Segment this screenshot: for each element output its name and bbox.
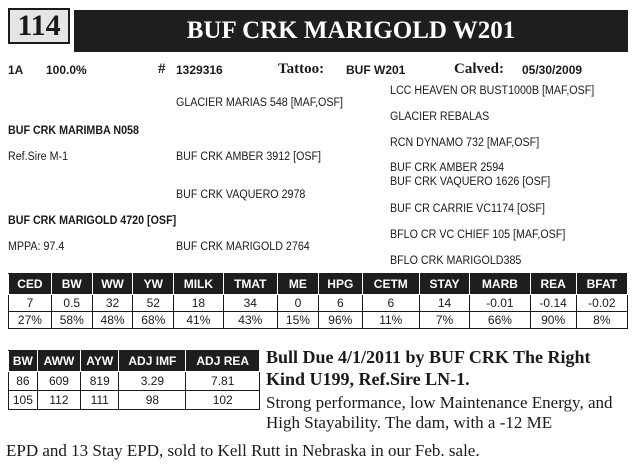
- pedigree-dsd: BUF CR CARRIE VC1174 [OSF]: [390, 203, 545, 215]
- pedigree-dds: BFLO CR VC CHIEF 105 [MAF,OSF]: [390, 229, 566, 241]
- carcass-value: 819: [81, 372, 119, 391]
- carcass-value: 7.81: [186, 372, 260, 391]
- animal-name-title: BUF CRK MARIGOLD W201: [74, 10, 628, 52]
- carcass-value: 86: [9, 372, 38, 391]
- registration-label: #: [158, 61, 166, 77]
- epd-header: CED: [9, 274, 52, 295]
- epd-header: MILK: [174, 274, 223, 295]
- carcass-header: ADJ IMF: [119, 351, 186, 372]
- pedigree-sire-note: Ref.Sire M-1: [8, 151, 69, 163]
- epd-header: BFAT: [576, 274, 627, 295]
- carcass-header: BW: [9, 351, 38, 372]
- epd-header: BW: [51, 274, 92, 295]
- epd-accuracy: 27%: [9, 312, 52, 329]
- epd-header: MARB: [470, 274, 530, 295]
- epd-accuracy: 15%: [278, 312, 319, 329]
- pedigree-dd: BUF CRK MARIGOLD 2764: [176, 241, 310, 253]
- carcass-header: AWW: [37, 351, 80, 372]
- calved-date: 05/30/2009: [522, 63, 583, 77]
- epd-header: ME: [278, 274, 319, 295]
- epd-value: 7: [9, 295, 52, 312]
- epd-value: 0.5: [51, 295, 92, 312]
- epd-value: 32: [92, 295, 133, 312]
- epd-value: 0: [278, 295, 319, 312]
- carcass-ratio: 102: [186, 391, 260, 410]
- epd-header: CETM: [362, 274, 419, 295]
- registration-number: 1329316: [176, 63, 223, 77]
- epd-accuracy: 7%: [419, 312, 470, 329]
- pedigree-ss: GLACIER MARIAS 548 [MAF,OSF]: [176, 97, 344, 109]
- epd-header-row: [9, 274, 628, 295]
- description-tail: EPD and 13 Stay EPD, sold to Kell Rutt in Nebraska in our Feb. sale.: [6, 441, 480, 460]
- percent-value: 100.0%: [46, 63, 87, 77]
- epd-value: -0.14: [530, 295, 576, 312]
- carcass-table: [8, 350, 260, 410]
- carcass-header: AYW: [81, 351, 119, 372]
- epd-value: 6: [318, 295, 362, 312]
- epd-value: 14: [419, 295, 470, 312]
- carcass-ratio: 105: [9, 391, 38, 410]
- calved-label: Calved:: [454, 61, 504, 77]
- epd-header: HPG: [318, 274, 362, 295]
- carcass-header-row: [9, 351, 260, 372]
- lot-number: 114: [8, 8, 70, 44]
- epd-accuracy: 41%: [174, 312, 223, 329]
- tattoo-label: Tattoo:: [278, 61, 325, 77]
- epd-header: WW: [92, 274, 133, 295]
- pedigree-sire: BUF CRK MARIMBA N058: [8, 125, 139, 137]
- pedigree-ddd: BFLO CRK MARIGOLD385: [390, 255, 522, 267]
- carcass-ratio: 98: [119, 391, 186, 410]
- epd-accuracy: 66%: [470, 312, 530, 329]
- carcass-ratio-row: [9, 391, 260, 410]
- epd-accuracy: 48%: [92, 312, 133, 329]
- epd-values-row: [9, 295, 628, 312]
- epd-accuracy: 43%: [223, 312, 277, 329]
- pedigree-sds: RCN DYNAMO 732 [MAF,OSF]: [390, 137, 540, 149]
- epd-accuracy: 11%: [362, 312, 419, 329]
- epd-header: STAY: [419, 274, 470, 295]
- epd-value: 34: [223, 295, 277, 312]
- epd-header: REA: [530, 274, 576, 295]
- epd-value: -0.02: [576, 295, 627, 312]
- carcass-ratio: 111: [81, 391, 119, 410]
- pedigree-sss: LCC HEAVEN OR BUST1000B [MAF,OSF]: [390, 85, 595, 97]
- pedigree-ds: BUF CRK VAQUERO 2978: [176, 189, 306, 201]
- epd-accuracy-row: [9, 312, 628, 329]
- carcass-ratio: 112: [37, 391, 80, 410]
- epd-accuracy: 8%: [576, 312, 627, 329]
- carcass-value: 3.29: [119, 372, 186, 391]
- epd-value: 6: [362, 295, 419, 312]
- tattoo-value: BUF W201: [346, 63, 406, 77]
- epd-accuracy: 58%: [51, 312, 92, 329]
- description-body: Strong performance, low Maintenance Energy, and High Stayability. The dam, with a -12 ME: [266, 393, 613, 432]
- epd-value: -0.01: [470, 295, 530, 312]
- epd-accuracy: 96%: [318, 312, 362, 329]
- pedigree-dam: BUF CRK MARIGOLD 4720 [OSF]: [8, 215, 177, 227]
- pedigree-dss: BUF CRK VAQUERO 1626 [OSF]: [390, 176, 551, 188]
- carcass-value: 609: [37, 372, 80, 391]
- epd-accuracy: 90%: [530, 312, 576, 329]
- pedigree-sd: BUF CRK AMBER 3912 [OSF]: [176, 151, 322, 163]
- epd-header: TMAT: [223, 274, 277, 295]
- carcass-header: ADJ REA: [186, 351, 260, 372]
- epd-table: [8, 273, 628, 329]
- pedigree-ssd: GLACIER REBALAS: [390, 111, 490, 123]
- epd-value: 52: [133, 295, 174, 312]
- carcass-values-row: [9, 372, 260, 391]
- class-code: 1A: [8, 63, 24, 77]
- epd-header: YW: [133, 274, 174, 295]
- epd-accuracy: 68%: [133, 312, 174, 329]
- epd-value: 18: [174, 295, 223, 312]
- pedigree-sdd: BUF CRK AMBER 2594: [390, 162, 505, 174]
- description-headline: Bull Due 4/1/2011 by BUF CRK The Right Kind U199, Ref.Sire LN-1.: [266, 347, 591, 389]
- pedigree-dam-note: MPPA: 97.4: [8, 241, 65, 253]
